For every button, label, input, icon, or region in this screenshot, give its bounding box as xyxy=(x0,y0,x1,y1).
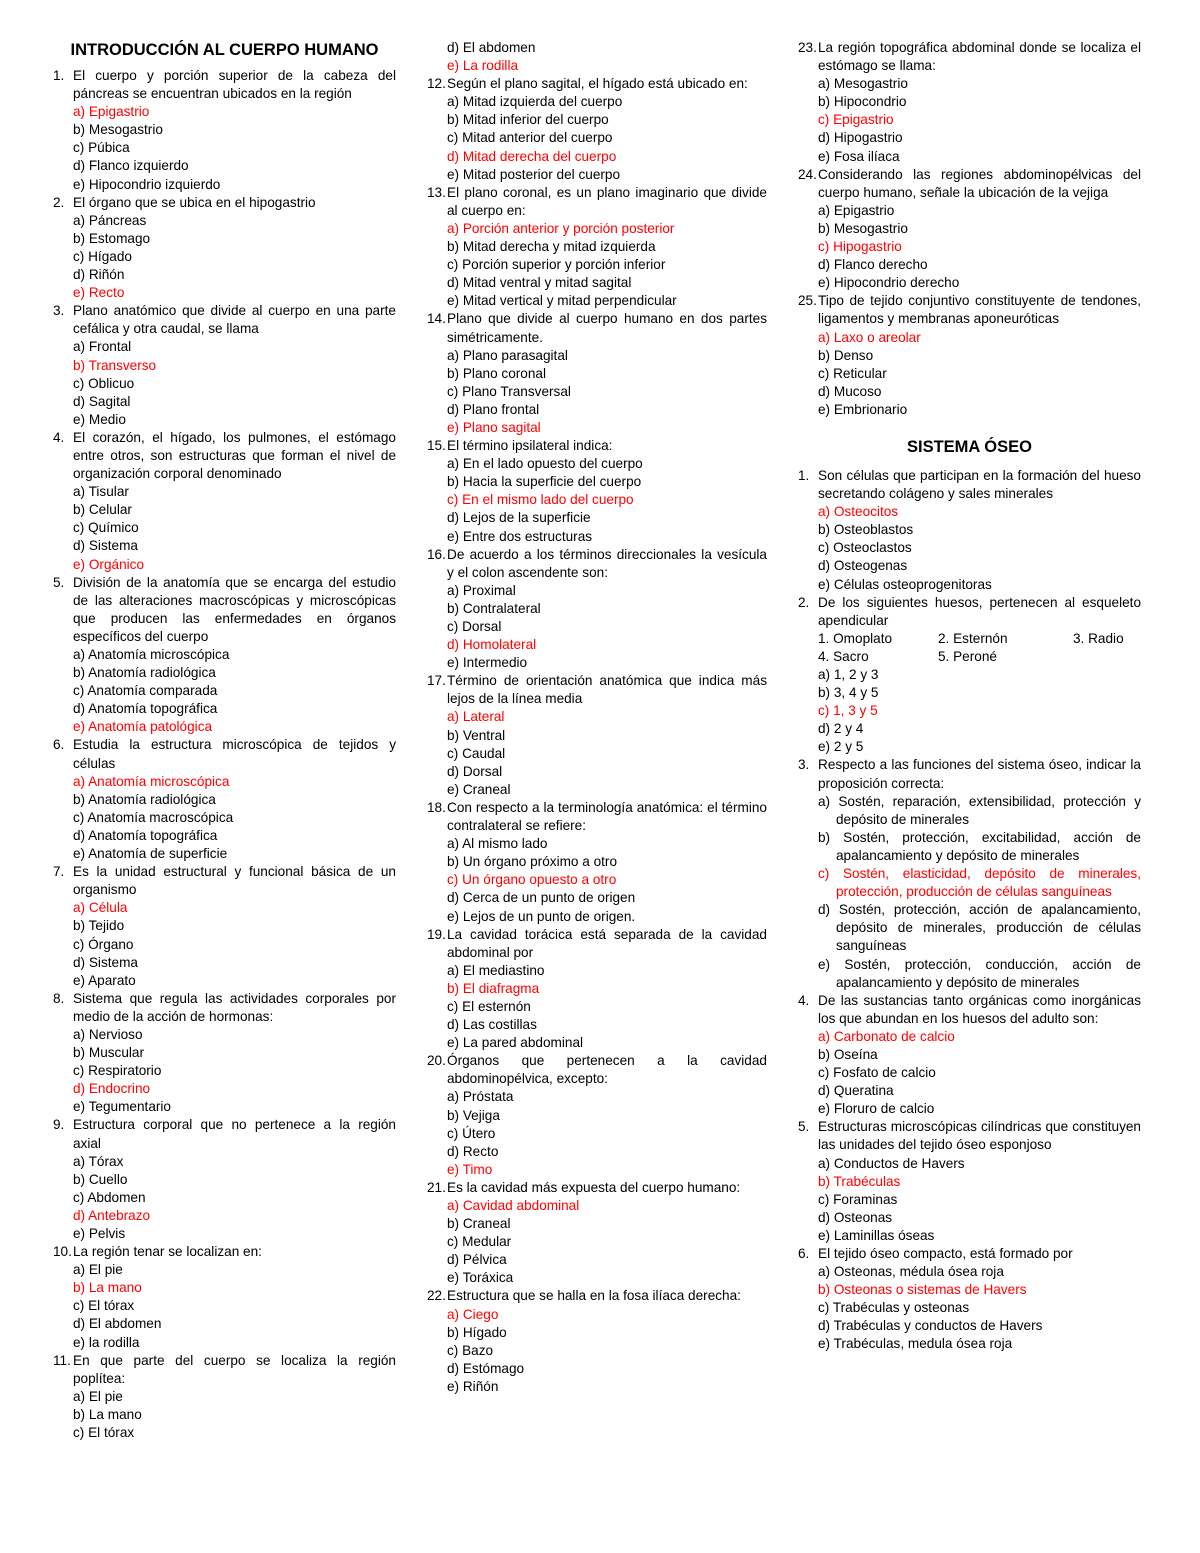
answer-option: d) Pélvica xyxy=(447,1252,507,1268)
question-block xyxy=(53,1243,396,1352)
question-block xyxy=(427,1179,767,1288)
answer-option: b) Hipocondrio xyxy=(818,94,907,110)
question-stem: El término ipsilateral indica: xyxy=(447,438,613,454)
answer-option-correct: a) Porción anterior y porción posterior xyxy=(447,220,675,236)
answer-option: d) El abdomen xyxy=(447,40,536,55)
answer-option: e) Mitad posterior del cuerpo xyxy=(447,166,621,182)
column-3 xyxy=(798,39,1141,1354)
question-number: 5. xyxy=(53,574,65,590)
answer-option: e) Sostén, protección, conducción, acción de apalancamiento y depósito de minerales xyxy=(818,956,1141,990)
answer-option: b) Cuello xyxy=(73,1171,128,1187)
answer-option: b) Denso xyxy=(818,347,874,363)
question-block xyxy=(427,672,767,799)
question-number: 22. xyxy=(427,1288,446,1304)
answer-option-correct: d) Homolateral xyxy=(447,637,537,653)
bone-item: 1. Omoplato xyxy=(818,630,893,646)
question-number: 4. xyxy=(798,992,810,1008)
question-block xyxy=(427,437,767,546)
question-stem: Estudia la estructura microscópica de tejidos y células xyxy=(73,737,396,771)
answer-option: a) Osteonas, médula ósea roja xyxy=(818,1264,1004,1280)
question-block xyxy=(427,1287,767,1396)
answer-option: c) Oblicuo xyxy=(73,375,135,391)
answer-option-correct: e) Orgánico xyxy=(73,556,145,572)
answer-option: d) Recto xyxy=(447,1143,499,1159)
question-text xyxy=(798,756,1141,792)
answer-option: e) Lejos de un punto de origen. xyxy=(447,908,636,924)
bone-item: 4. Sacro xyxy=(818,648,869,664)
question-number: 7. xyxy=(53,864,65,880)
answer-option: b) Mesogastrio xyxy=(818,220,908,236)
answer-option-correct: c) 1, 3 y 5 xyxy=(818,703,878,719)
answer-option: d) Anatomía topográfica xyxy=(73,701,218,717)
question-block xyxy=(427,546,767,673)
answer-option: a) El pie xyxy=(73,1388,123,1404)
question-number: 9. xyxy=(53,1117,65,1133)
answer-option-correct: e) Anatomía patológica xyxy=(73,719,213,735)
section-title-introduccion: INTRODUCCIÓN AL CUERPO HUMANO xyxy=(70,41,379,59)
question-stem: Tipo de tejido conjuntivo constituyente de tendones, ligamentos y membranas aponeuróticas xyxy=(818,293,1141,327)
question-stem: El corazón, el hígado, los pulmones, el estómago entre otros, son estructuras que forman el nivel de organización corporal denominado xyxy=(73,429,396,482)
answer-option: e) Anatomía de superficie xyxy=(73,846,228,862)
answer-option: d) Lejos de la superficie xyxy=(447,510,591,526)
question-block xyxy=(798,292,1141,419)
answer-option: c) Trabéculas y osteonas xyxy=(818,1300,970,1316)
question-stem: Es la cavidad más expuesta del cuerpo humano: xyxy=(447,1179,741,1195)
question-block xyxy=(798,1118,1141,1245)
answer-option: d) Trabéculas y conductos de Havers xyxy=(818,1318,1043,1334)
question-text xyxy=(427,1052,767,1088)
answer-option-correct: b) El diafragma xyxy=(447,980,540,996)
question-text xyxy=(427,926,767,962)
question-block xyxy=(53,990,396,1117)
answer-option: e) La pared abdominal xyxy=(447,1035,584,1051)
question-text xyxy=(427,799,767,835)
answer-option: e) Células osteoprogenitoras xyxy=(818,576,992,592)
answer-option: c) Anatomía macroscópica xyxy=(73,809,234,825)
answer-option: a) Plano parasagital xyxy=(447,347,568,363)
question-stem: De las sustancias tanto orgánicas como inorgánicas los que abundan en los huesos del adulto son: xyxy=(818,992,1141,1026)
answer-option: a) Tisular xyxy=(73,484,129,500)
answer-option: c) Caudal xyxy=(447,745,506,761)
answer-option: b) Estomago xyxy=(73,230,151,246)
answer-option: e) Craneal xyxy=(447,781,511,797)
question-text xyxy=(53,574,396,646)
answer-option: b) Sostén, protección, excitabilidad, acción de apalancamiento y depósito de minerales xyxy=(818,829,1141,863)
answer-option: b) Hacia la superficie del cuerpo xyxy=(447,474,642,490)
question-text xyxy=(798,992,1141,1028)
question-text xyxy=(798,1245,1141,1263)
question-number: 2. xyxy=(53,194,65,210)
answer-option-correct: a) Cavidad abdominal xyxy=(447,1198,580,1213)
question-text xyxy=(53,736,396,772)
answer-option: a) Mitad izquierda del cuerpo xyxy=(447,94,623,110)
answer-option-correct: a) Célula xyxy=(73,900,128,916)
question-block xyxy=(798,992,1141,1119)
question-stem: La región topográfica abdominal donde se localiza el estómago se llama: xyxy=(818,40,1141,74)
answer-option: d) Osteonas xyxy=(818,1209,893,1225)
answer-option: b) Mitad derecha y mitad izquierda xyxy=(447,239,656,255)
answer-option: a) El mediastino xyxy=(447,962,545,978)
answer-option: b) Muscular xyxy=(73,1045,145,1061)
question-11-continuation xyxy=(427,39,767,75)
answer-option: a) Nervioso xyxy=(73,1026,143,1042)
answer-option: c) Bazo xyxy=(447,1342,494,1358)
answer-option: b) Hígado xyxy=(447,1324,507,1340)
answer-option: a) Anatomía microscópica xyxy=(73,647,230,662)
answer-option: b) Anatomía radiológica xyxy=(73,791,216,807)
answer-option: d) Plano frontal xyxy=(447,401,540,417)
question-text xyxy=(427,437,767,455)
question-number: 8. xyxy=(53,990,65,1006)
question-block xyxy=(798,756,1141,991)
question-text xyxy=(53,429,396,483)
answer-option: c) Dorsal xyxy=(447,619,502,634)
question-number: 25. xyxy=(798,293,817,309)
question-block xyxy=(53,429,396,574)
answer-option: e) Hipocondrio izquierdo xyxy=(73,176,221,192)
bone-item: 5. Peroné xyxy=(938,648,997,664)
question-number: 4. xyxy=(53,429,65,445)
answer-option: a) Frontal xyxy=(73,339,132,355)
bone-item: 2. Esternón xyxy=(938,630,1008,646)
answer-option: e) Embrionario xyxy=(818,401,908,417)
answer-option-correct: a) Lateral xyxy=(447,709,505,725)
question-number: 3. xyxy=(53,303,65,319)
answer-option-correct: b) La mano xyxy=(73,1280,142,1296)
question-text xyxy=(427,672,767,708)
answer-option-correct: a) Epigastrio xyxy=(73,104,150,120)
answer-option-correct: e) Plano sagital xyxy=(447,419,541,435)
question-number: 6. xyxy=(53,737,65,753)
question-block xyxy=(427,926,767,1053)
answer-option: d) Dorsal xyxy=(447,763,503,779)
answer-option: c) Abdomen xyxy=(73,1189,146,1205)
question-block xyxy=(798,39,1141,166)
answer-option: d) Mucoso xyxy=(818,383,882,399)
answer-option: a) Páncreas xyxy=(73,212,147,228)
question-text xyxy=(798,594,1141,630)
question-stem: Con respecto a la terminología anatómica: el término contralateral se refiere: xyxy=(447,799,767,834)
answer-option: e) la rodilla xyxy=(73,1334,140,1350)
answer-option: a) Mesogastrio xyxy=(818,76,908,92)
question-block xyxy=(53,302,396,429)
question-stem: Plano que divide al cuerpo humano en dos partes simétricamente. xyxy=(447,311,767,345)
answer-option: d) Cerca de un punto de origen xyxy=(447,890,636,906)
answer-option: c) Químico xyxy=(73,520,139,536)
question-stem: Órganos que pertenecen a la cavidad abdominopélvica, excepto: xyxy=(447,1053,767,1087)
question-text xyxy=(798,166,1141,202)
question-number: 20. xyxy=(427,1053,446,1069)
answer-option: c) Porción superior y porción inferior xyxy=(447,257,666,273)
answer-option: b) Mitad inferior del cuerpo xyxy=(447,112,609,128)
question-stem: Término de orientación anatómica que indica más lejos de la línea media xyxy=(447,673,767,707)
question-stem: Considerando las regiones abdominopélvicas del cuerpo humano, señale la ubicación de la vejiga xyxy=(818,166,1141,200)
question-text xyxy=(53,990,396,1026)
answer-option-correct: a) Osteocitos xyxy=(818,504,899,520)
question-number: 16. xyxy=(427,546,446,562)
question-stem: La región tenar se localizan en: xyxy=(73,1244,262,1260)
answer-option: b) Vejiga xyxy=(447,1107,500,1123)
question-stem: Estructura corporal que no pertenece a la región axial xyxy=(73,1117,396,1151)
question-number: 3. xyxy=(798,757,810,773)
answer-option: d) Sagital xyxy=(73,393,131,409)
answer-option: d) Estómago xyxy=(447,1360,525,1376)
answer-option: a) Epigastrio xyxy=(818,202,895,218)
question-block xyxy=(53,194,396,303)
answer-option: d) Riñón xyxy=(73,267,125,283)
answer-option: d) El abdomen xyxy=(73,1316,162,1332)
question-number: 24. xyxy=(798,166,817,182)
answer-option: c) Reticular xyxy=(818,365,887,381)
answer-option: d) Sistema xyxy=(73,954,138,970)
answer-option-correct: b) Trabéculas xyxy=(818,1173,901,1189)
question-stem: El plano coronal, es un plano imaginario que divide al cuerpo en: xyxy=(447,184,767,218)
question-list-intro-c xyxy=(798,39,1141,419)
answer-option: e) Medio xyxy=(73,411,126,427)
answer-option: b) Plano coronal xyxy=(447,365,546,381)
question-number: 23. xyxy=(798,40,817,55)
answer-option: a) Tórax xyxy=(73,1153,124,1169)
answer-option: c) El tórax xyxy=(73,1298,135,1314)
answer-option: a) En el lado opuesto del cuerpo xyxy=(447,456,643,472)
question-stem: División de la anatomía que se encarga del estudio de las alteraciones macroscópicas y microscópicas que producen las enfermedades en órganos específicos del cuerpo xyxy=(73,574,396,644)
answer-option: b) 3, 4 y 5 xyxy=(818,685,879,701)
answer-option: a) Al mismo lado xyxy=(447,836,548,852)
answer-option-correct: a) Ciego xyxy=(447,1306,499,1322)
question-stem: En que parte del cuerpo se localiza la región poplítea: xyxy=(73,1352,396,1386)
question-block xyxy=(53,1116,396,1243)
answer-option: c) Fosfato de calcio xyxy=(818,1065,936,1081)
question-block xyxy=(798,467,1141,594)
question-text xyxy=(427,75,767,93)
answer-option: b) Tejido xyxy=(73,918,125,934)
answer-option: b) Ventral xyxy=(447,727,506,743)
answer-option-correct: e) La rodilla xyxy=(447,58,519,74)
question-stem: Es la unidad estructural y funcional básica de un organismo xyxy=(73,864,396,898)
question-text xyxy=(427,184,767,220)
answer-option: c) Foraminas xyxy=(818,1191,898,1207)
answer-option: e) Fosa ilíaca xyxy=(818,148,900,164)
answer-option-correct: a) Carbonato de calcio xyxy=(818,1028,955,1044)
answer-option: b) Un órgano próximo a otro xyxy=(447,854,618,870)
bone-list xyxy=(798,630,1141,666)
question-number: 12. xyxy=(427,76,446,92)
question-number: 11. xyxy=(53,1352,71,1368)
answer-option: c) Órgano xyxy=(73,936,134,952)
question-block xyxy=(53,67,396,194)
answer-option: d) Las costillas xyxy=(447,1017,537,1033)
question-text xyxy=(53,1243,396,1261)
answer-option-correct: d) Antebrazo xyxy=(73,1207,151,1223)
answer-option: a) Proximal xyxy=(447,582,516,598)
answer-option: e) Floruro de calcio xyxy=(818,1101,935,1117)
answer-option: c) Púbica xyxy=(73,140,130,156)
question-stem: Estructuras microscópicas cilíndricas que constituyen las unidades del tejido óseo esponjoso xyxy=(818,1119,1141,1153)
answer-option-correct: a) Anatomía microscópica xyxy=(73,773,230,789)
answer-option: c) El tórax xyxy=(73,1425,135,1441)
question-block xyxy=(53,863,396,990)
question-block xyxy=(427,310,767,437)
answer-option: c) Respiratorio xyxy=(73,1063,162,1079)
answer-option: b) Oseína xyxy=(818,1046,878,1062)
question-block xyxy=(427,799,767,926)
answer-option: d) Sistema xyxy=(73,538,138,554)
question-number: 18. xyxy=(427,799,446,815)
question-stem: El órgano que se ubica en el hipogastrio xyxy=(73,194,316,210)
answer-option: c) Plano Transversal xyxy=(447,383,571,399)
question-number: 6. xyxy=(798,1246,810,1261)
question-stem: El cuerpo y porción superior de la cabeza del páncreas se encuentran ubicados en la región xyxy=(73,68,396,102)
answer-option: e) Toráxica xyxy=(447,1270,514,1286)
question-number: 2. xyxy=(798,594,810,610)
answer-option: e) Entre dos estructuras xyxy=(447,528,593,544)
answer-option: e) 2 y 5 xyxy=(818,739,864,755)
answer-option-correct: e) Timo xyxy=(447,1161,493,1177)
answer-option: c) Mitad anterior del cuerpo xyxy=(447,130,613,146)
question-list-intro-a xyxy=(53,67,396,1442)
question-text xyxy=(427,310,767,346)
question-text xyxy=(53,194,396,212)
answer-option: e) Tegumentario xyxy=(73,1099,171,1115)
question-text xyxy=(53,1116,396,1152)
question-block xyxy=(798,166,1141,293)
question-number: 10. xyxy=(53,1244,72,1260)
answer-option-correct: c) Epigastrio xyxy=(818,112,894,128)
answer-option: c) El esternón xyxy=(447,998,531,1014)
question-block xyxy=(427,1052,767,1179)
answer-option: d) Queratina xyxy=(818,1083,894,1099)
question-number: 15. xyxy=(427,438,446,454)
question-block xyxy=(427,75,767,184)
answer-option: c) Medular xyxy=(447,1234,512,1250)
question-number: 21. xyxy=(427,1179,446,1195)
question-block xyxy=(427,184,767,311)
question-text xyxy=(798,39,1141,75)
answer-option: d) Hipogastrio xyxy=(818,130,903,146)
question-number: 5. xyxy=(798,1119,810,1135)
answer-option: d) Anatomía topográfica xyxy=(73,827,218,843)
answer-option-correct: c) Sostén, elasticidad, depósito de minerales, protección, producción de células sanguíneas xyxy=(818,866,1141,900)
answer-option: c) Osteoclastos xyxy=(818,540,912,556)
answer-option: e) Mitad vertical y mitad perpendicular xyxy=(447,293,677,309)
section-title-sistema-oseo: SISTEMA ÓSEO xyxy=(907,437,1032,456)
question-text xyxy=(427,546,767,582)
question-stem: Estructura que se halla en la fosa ilíaca derecha: xyxy=(447,1288,741,1304)
question-text xyxy=(53,302,396,338)
answer-option: b) La mano xyxy=(73,1406,142,1422)
answer-option: a) Sostén, reparación, extensibilidad, protección y depósito de minerales xyxy=(818,793,1141,827)
question-block xyxy=(53,736,396,863)
answer-option: d) 2 y 4 xyxy=(818,721,864,737)
answer-option: e) Intermedio xyxy=(447,655,528,671)
question-text xyxy=(53,863,396,899)
question-text xyxy=(53,67,396,103)
answer-option: c) Útero xyxy=(447,1125,496,1141)
answer-option: d) Sostén, protección, acción de apalancamiento, depósito de minerales, producción de células sanguíneas xyxy=(818,902,1141,954)
answer-option: a) 1, 2 y 3 xyxy=(818,667,879,682)
answer-option-correct: c) Hipogastrio xyxy=(818,239,902,255)
answer-option: b) Osteoblastos xyxy=(818,522,914,538)
answer-option: e) Pelvis xyxy=(73,1226,126,1241)
answer-option: a) Conductos de Havers xyxy=(818,1155,965,1171)
question-number: 1. xyxy=(798,467,810,483)
answer-option: e) Laminillas óseas xyxy=(818,1227,935,1243)
answer-option: d) Mitad ventral y mitad sagital xyxy=(447,275,632,291)
question-block xyxy=(798,1245,1141,1354)
question-stem: Respecto a las funciones del sistema óseo, indicar la proposición correcta: xyxy=(818,757,1141,791)
question-list-intro-b xyxy=(427,75,767,1396)
question-text xyxy=(427,1287,767,1305)
answer-option: a) Próstata xyxy=(447,1089,514,1105)
question-stem: Son células que participan en la formación del hueso secretando colágeno y sales minerales xyxy=(818,467,1141,502)
answer-option: e) Riñón xyxy=(447,1378,499,1394)
answer-option: a) El pie xyxy=(73,1262,123,1278)
question-text xyxy=(798,467,1141,503)
answer-option-correct: c) En el mismo lado del cuerpo xyxy=(447,492,634,508)
column-1 xyxy=(53,39,396,1442)
question-block xyxy=(53,1352,396,1442)
answer-option: d) Flanco izquierdo xyxy=(73,158,189,174)
question-stem: De acuerdo a los términos direccionales la vesícula y el colon ascendente son: xyxy=(447,546,767,580)
question-block xyxy=(798,594,1141,757)
question-number: 19. xyxy=(427,926,446,942)
question-number: 14. xyxy=(427,311,446,327)
question-number: 17. xyxy=(427,673,446,689)
question-stem: Sistema que regula las actividades corporales por medio de la acción de hormonas: xyxy=(73,990,396,1024)
answer-option-correct: e) Recto xyxy=(73,285,125,301)
answer-option: b) Anatomía radiológica xyxy=(73,665,216,681)
answer-option: e) Trabéculas, medula ósea roja xyxy=(818,1336,1013,1352)
answer-option-correct: a) Laxo o areolar xyxy=(818,329,921,345)
answer-option: b) Mesogastrio xyxy=(73,122,163,138)
question-text xyxy=(53,1352,396,1388)
answer-option: b) Contralateral xyxy=(447,600,541,616)
question-stem: Según el plano sagital, el hígado está ubicado en: xyxy=(447,76,748,92)
question-text xyxy=(798,1118,1141,1154)
answer-option: d) Flanco derecho xyxy=(818,257,928,273)
answer-option: c) Anatomía comparada xyxy=(73,683,218,699)
question-stem: El tejido óseo compacto, está formado por xyxy=(818,1246,1073,1261)
answer-option: e) Aparato xyxy=(73,972,136,988)
answer-option: c) Hígado xyxy=(73,248,132,264)
question-stem: La cavidad torácica está separada de la cavidad abdominal por xyxy=(447,926,767,960)
answer-option: b) Celular xyxy=(73,502,132,518)
question-list-oseo xyxy=(798,467,1141,1354)
answer-option-correct: c) Un órgano opuesto a otro xyxy=(447,872,617,888)
question-number: 13. xyxy=(427,184,446,200)
question-stem: De los siguientes huesos, pertenecen al esqueleto apendicular xyxy=(818,594,1141,628)
bone-item: 3. Radio xyxy=(1073,630,1124,646)
answer-option-correct: b) Osteonas o sistemas de Havers xyxy=(818,1282,1027,1298)
column-2 xyxy=(427,39,767,1396)
answer-option: d) Osteogenas xyxy=(818,558,908,574)
answer-option: e) Hipocondrio derecho xyxy=(818,275,960,291)
answer-option-correct: b) Transverso xyxy=(73,357,157,373)
answer-option-correct: d) Mitad derecha del cuerpo xyxy=(447,148,617,164)
question-stem: Plano anatómico que divide al cuerpo en una parte cefálica y otra caudal, se llama xyxy=(73,303,396,337)
question-block xyxy=(53,574,396,737)
answer-option: b) Craneal xyxy=(447,1216,511,1232)
question-text xyxy=(798,292,1141,328)
answer-option-correct: d) Endocrino xyxy=(73,1081,151,1097)
question-number: 1. xyxy=(53,68,65,83)
question-text xyxy=(427,1179,767,1197)
